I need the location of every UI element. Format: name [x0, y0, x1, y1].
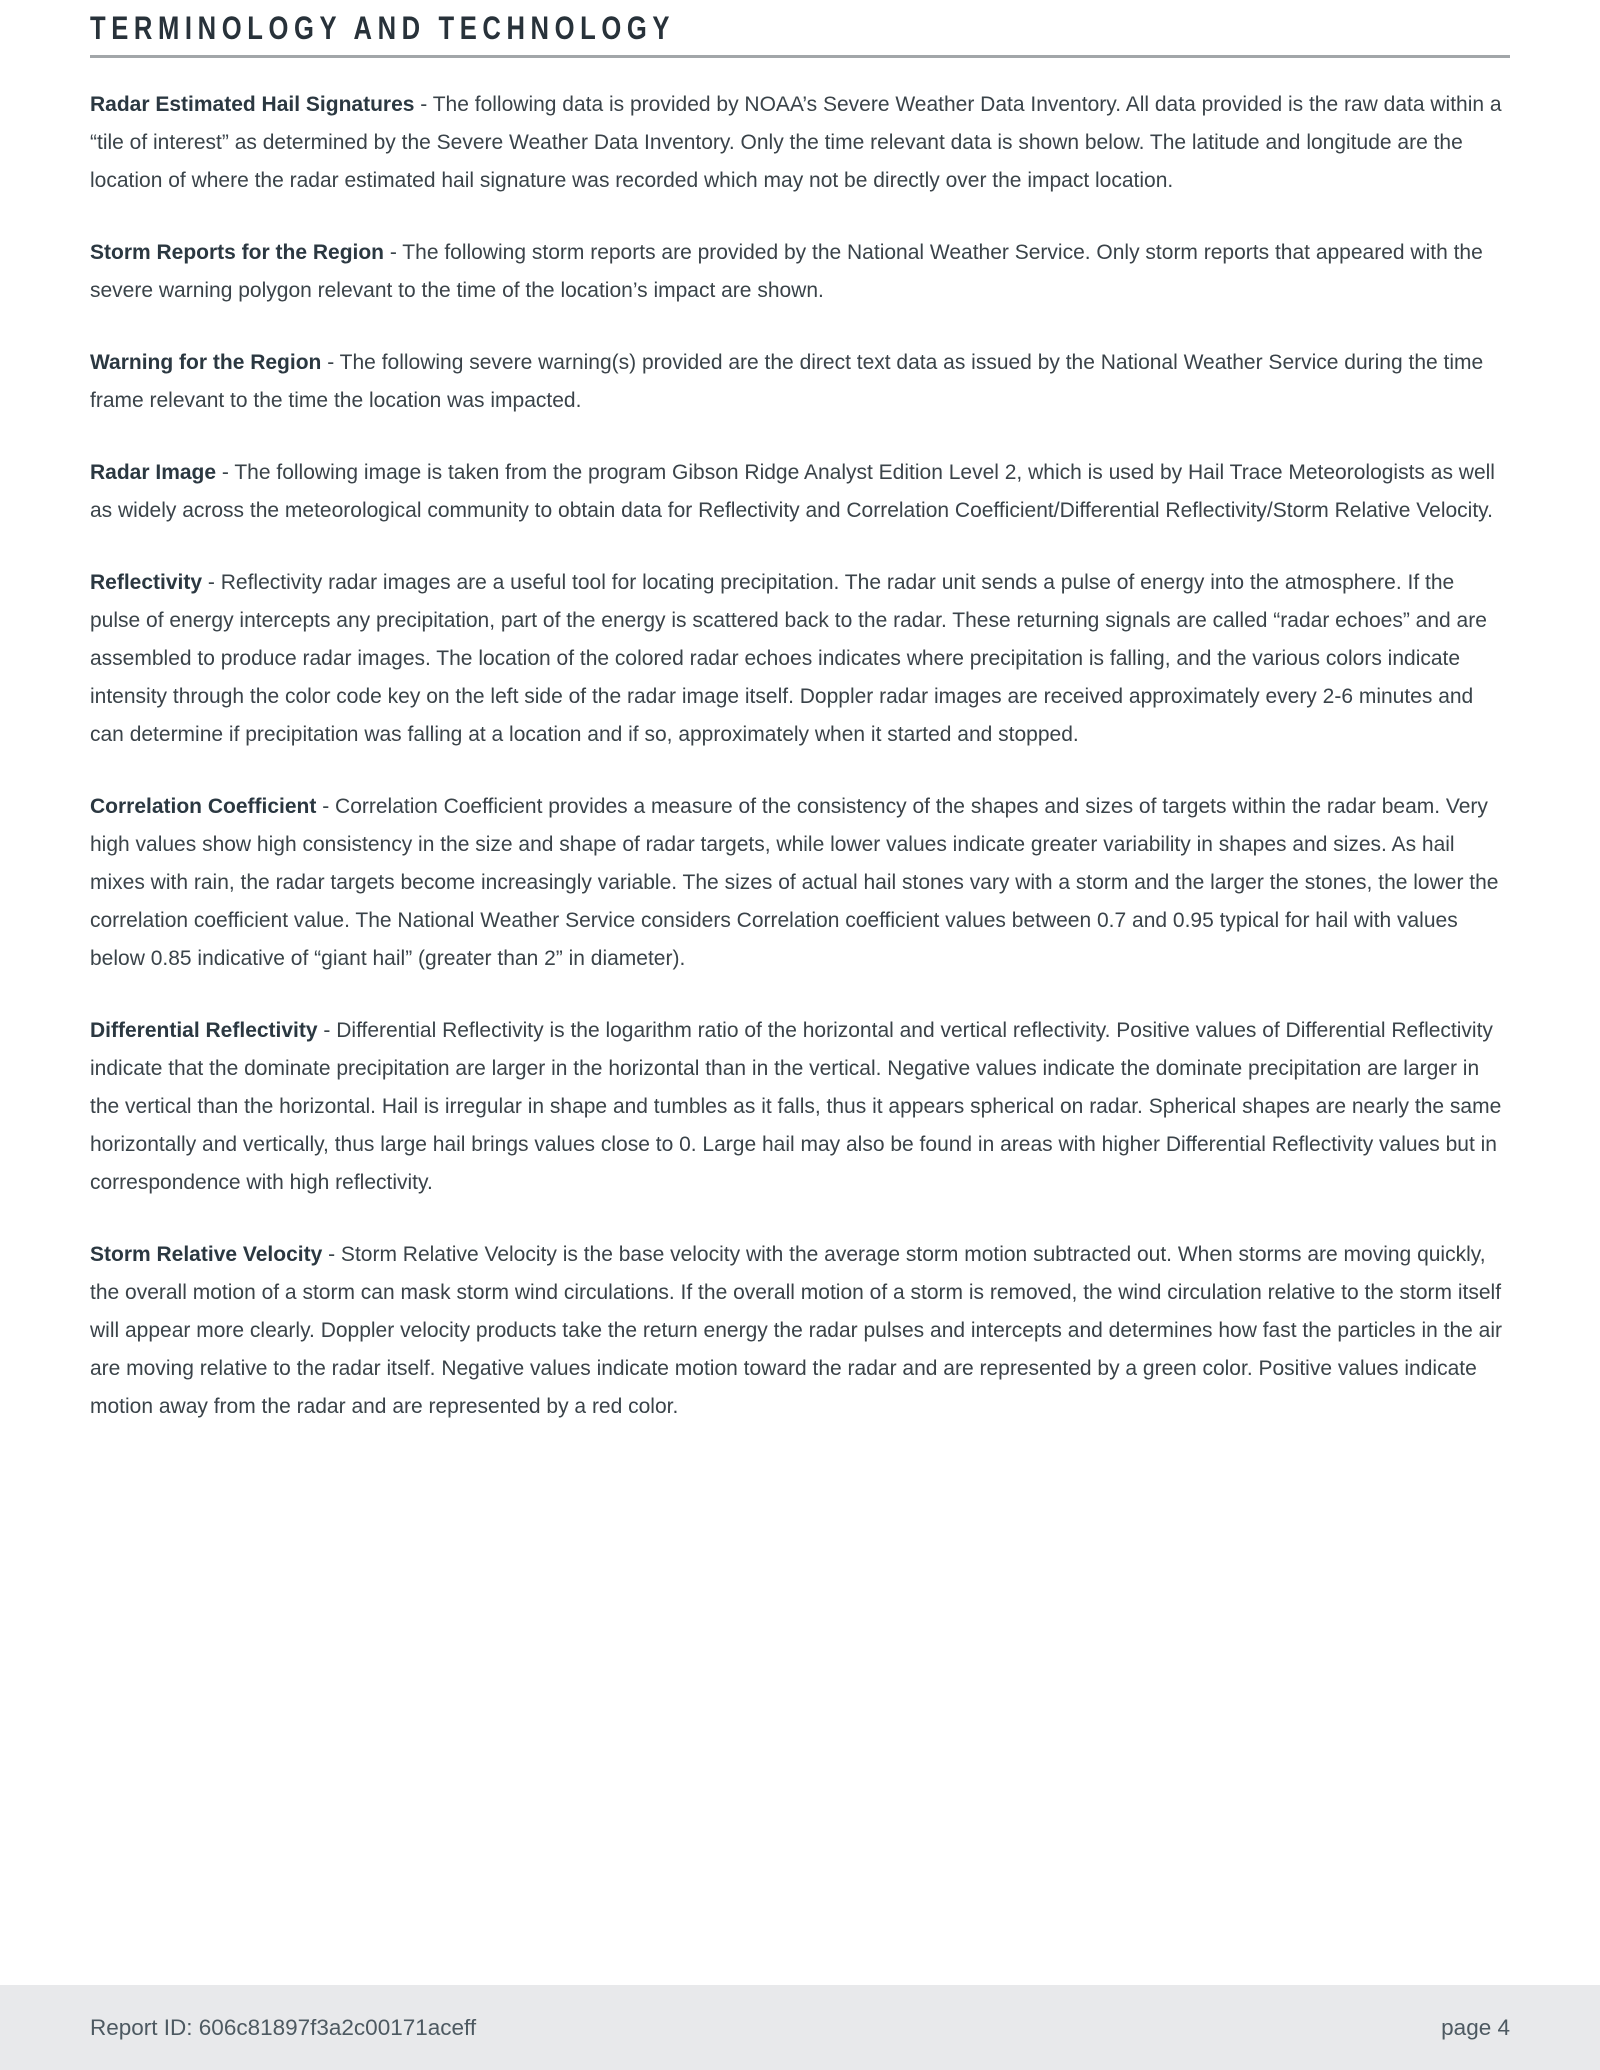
term-label: Radar Image: [90, 461, 217, 484]
term-label: Correlation Coefficient: [90, 795, 317, 818]
terminology-sections: [90, 86, 1510, 1426]
term-definition: - Storm Relative Velocity is the base velocity with the average storm motion subtracted out. When storms are moving quickly, the overall motion of a storm can mask storm wind circulations. If the overall motion of a storm is removed, the wind circulation relative to the storm itself will appear more clearly. Doppler velocity products take the return energy the radar pulses and intercepts and determines how fast the particles in the air are moving relative to the radar itself. Negative values indicate motion toward the radar and are represented by a green color. Positive values indicate motion away from the radar and are represented by a red color.: [90, 1243, 1503, 1418]
page-title: TERMINOLOGY AND TECHNOLOGY: [90, 10, 676, 46]
term-definition: - The following data is provided by NOAA’s Severe Weather Data Inventory. All data provided is the raw data within a “tile of interest” as determined by the Severe Weather Data Inventory. Only the time relevant data is shown below. The latitude and longitude are the location of where the radar estimated hail signature was recorded which may not be directly over the impact location.: [90, 93, 1502, 192]
report-id-text: Report ID: 606c81897f3a2c00171aceff: [90, 2014, 477, 2040]
term-definition: - The following storm reports are provided by the National Weather Service. Only storm reports that appeared with the severe warning polygon relevant to the time of the location’s impact are shown.: [90, 241, 1483, 302]
term-definition: - The following image is taken from the program Gibson Ridge Analyst Edition Level 2, which is used by Hail Trace Meteorologists as well as widely across the meteorological community to obtain data for Reflectivity and Correlation Coefficient/Differential Reflectivity/Storm Relative Velocity.: [90, 461, 1495, 522]
term-label: Reflectivity: [90, 571, 203, 594]
paragraph-warning-for-the-region: [90, 344, 1510, 420]
paragraph-radar-estimated-hail-signatures: [90, 86, 1510, 200]
term-label: Warning for the Region: [90, 351, 322, 374]
paragraph-reflectivity: [90, 564, 1510, 754]
term-label: Storm Reports for the Region: [90, 241, 385, 264]
page-footer: [0, 1985, 1600, 2070]
title-divider: [90, 55, 1510, 58]
paragraph-storm-reports-for-the-region: [90, 234, 1510, 310]
term-definition: - Differential Reflectivity is the logarithm ratio of the horizontal and vertical reflectivity. Positive values of Differential Reflectivity indicate that the dominate precipitation are larger in the horizontal than in the vertical. Negative values indicate the dominate precipitation are larger in the vertical than the horizontal. Hail is irregular in shape and tumbles as it falls, thus it appears spherical on radar. Spherical shapes are nearly the same horizontally and vertically, thus large hail brings values close to 0. Large hail may also be found in areas with higher Differential Reflectivity values but in correspondence with high reflectivity.: [90, 1019, 1502, 1194]
term-label: Storm Relative Velocity: [90, 1243, 323, 1266]
term-label: Differential Reflectivity: [90, 1019, 318, 1042]
term-label: Radar Estimated Hail Signatures: [90, 93, 415, 116]
term-definition: - Reflectivity radar images are a useful tool for locating precipitation. The radar unit sends a pulse of energy into the atmosphere. If the pulse of energy intercepts any precipitation, part of the energy is scattered back to the radar. These returning signals are called “radar echoes” and are assembled to produce radar images. The location of the colored radar echoes indicates where precipitation is falling, and the various colors indicate intensity through the color code key on the left side of the radar image itself. Doppler radar images are received approximately every 2-6 minutes and can determine if precipitation was falling at a location and if so, approximately when it started and stopped.: [90, 571, 1487, 746]
term-definition: - Correlation Coefficient provides a measure of the consistency of the shapes and sizes of targets within the radar beam. Very high values show high consistency in the size and shape of radar targets, while lower values indicate greater variability in shapes and sizes. As hail mixes with rain, the radar targets become increasingly variable. The sizes of actual hail stones vary with a storm and the larger the stones, the lower the correlation coefficient value. The National Weather Service considers Correlation coefficient values between 0.7 and 0.95 typical for hail with values below 0.85 indicative of “giant hail” (greater than 2” in diameter).: [90, 795, 1499, 970]
paragraph-differential-reflectivity: [90, 1012, 1510, 1202]
page-number-text: page 4: [1441, 2014, 1510, 2040]
paragraph-correlation-coefficient: [90, 788, 1510, 978]
paragraph-storm-relative-velocity: [90, 1236, 1510, 1426]
term-definition: - The following severe warning(s) provided are the direct text data as issued by the National Weather Service during the time frame relevant to the time the location was impacted.: [90, 351, 1484, 412]
paragraph-radar-image: [90, 454, 1510, 530]
